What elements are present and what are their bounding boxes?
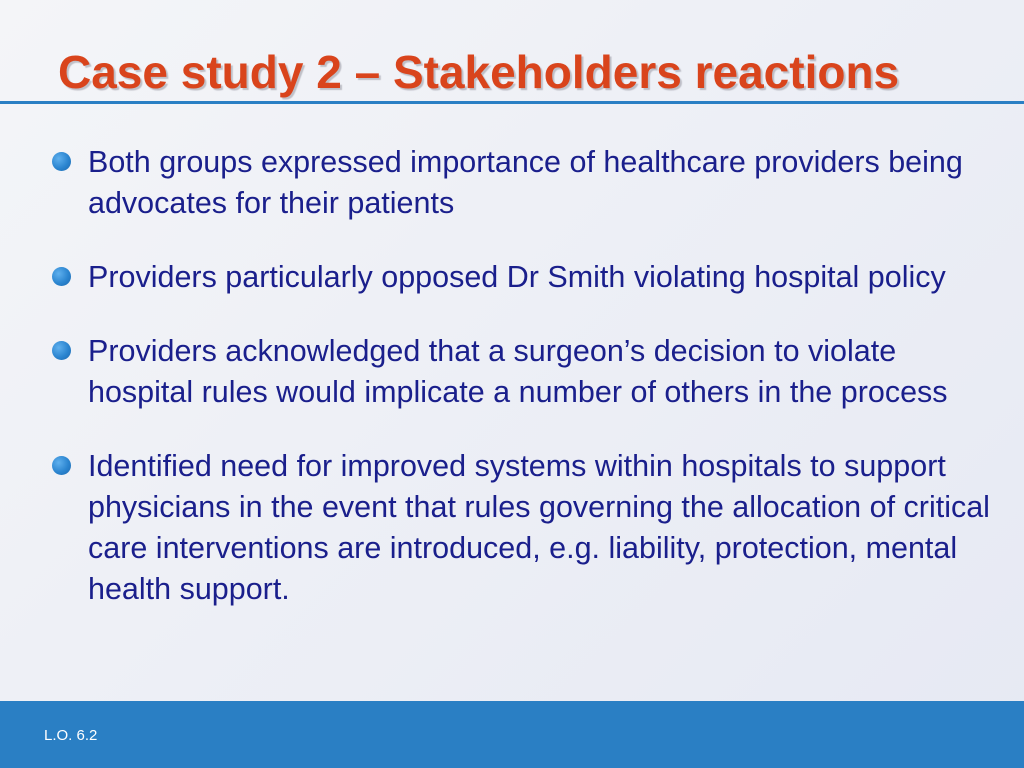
bullet-item xyxy=(52,446,992,610)
slide-title: Case study 2 – Stakeholders reactions xyxy=(58,46,900,98)
bullet-text: Providers particularly opposed Dr Smith violating hospital policy xyxy=(88,260,946,294)
title-divider xyxy=(0,101,1024,104)
bullet-list xyxy=(52,142,992,610)
footer-label: L.O. 6.2 xyxy=(44,727,98,744)
bullet-dot-icon xyxy=(52,152,71,171)
bullet-item xyxy=(52,331,992,413)
footer-bar xyxy=(0,701,1024,768)
bullet-text: Identified need for improved systems within hospitals to support physicians in the event that rules governing the allocation of critical care interventions are introduced, e.g. liability, protection, mental health support. xyxy=(88,449,990,606)
bullet-dot-icon xyxy=(52,267,71,286)
bullet-item xyxy=(52,257,992,298)
bullet-text: Both groups expressed importance of healthcare providers being advocates for their patients xyxy=(88,145,963,220)
bullet-dot-icon xyxy=(52,341,71,360)
bullet-item xyxy=(52,142,992,224)
bullet-text: Providers acknowledged that a surgeon’s decision to violate hospital rules would implicate a number of others in the process xyxy=(88,334,948,409)
bullet-dot-icon xyxy=(52,456,71,475)
